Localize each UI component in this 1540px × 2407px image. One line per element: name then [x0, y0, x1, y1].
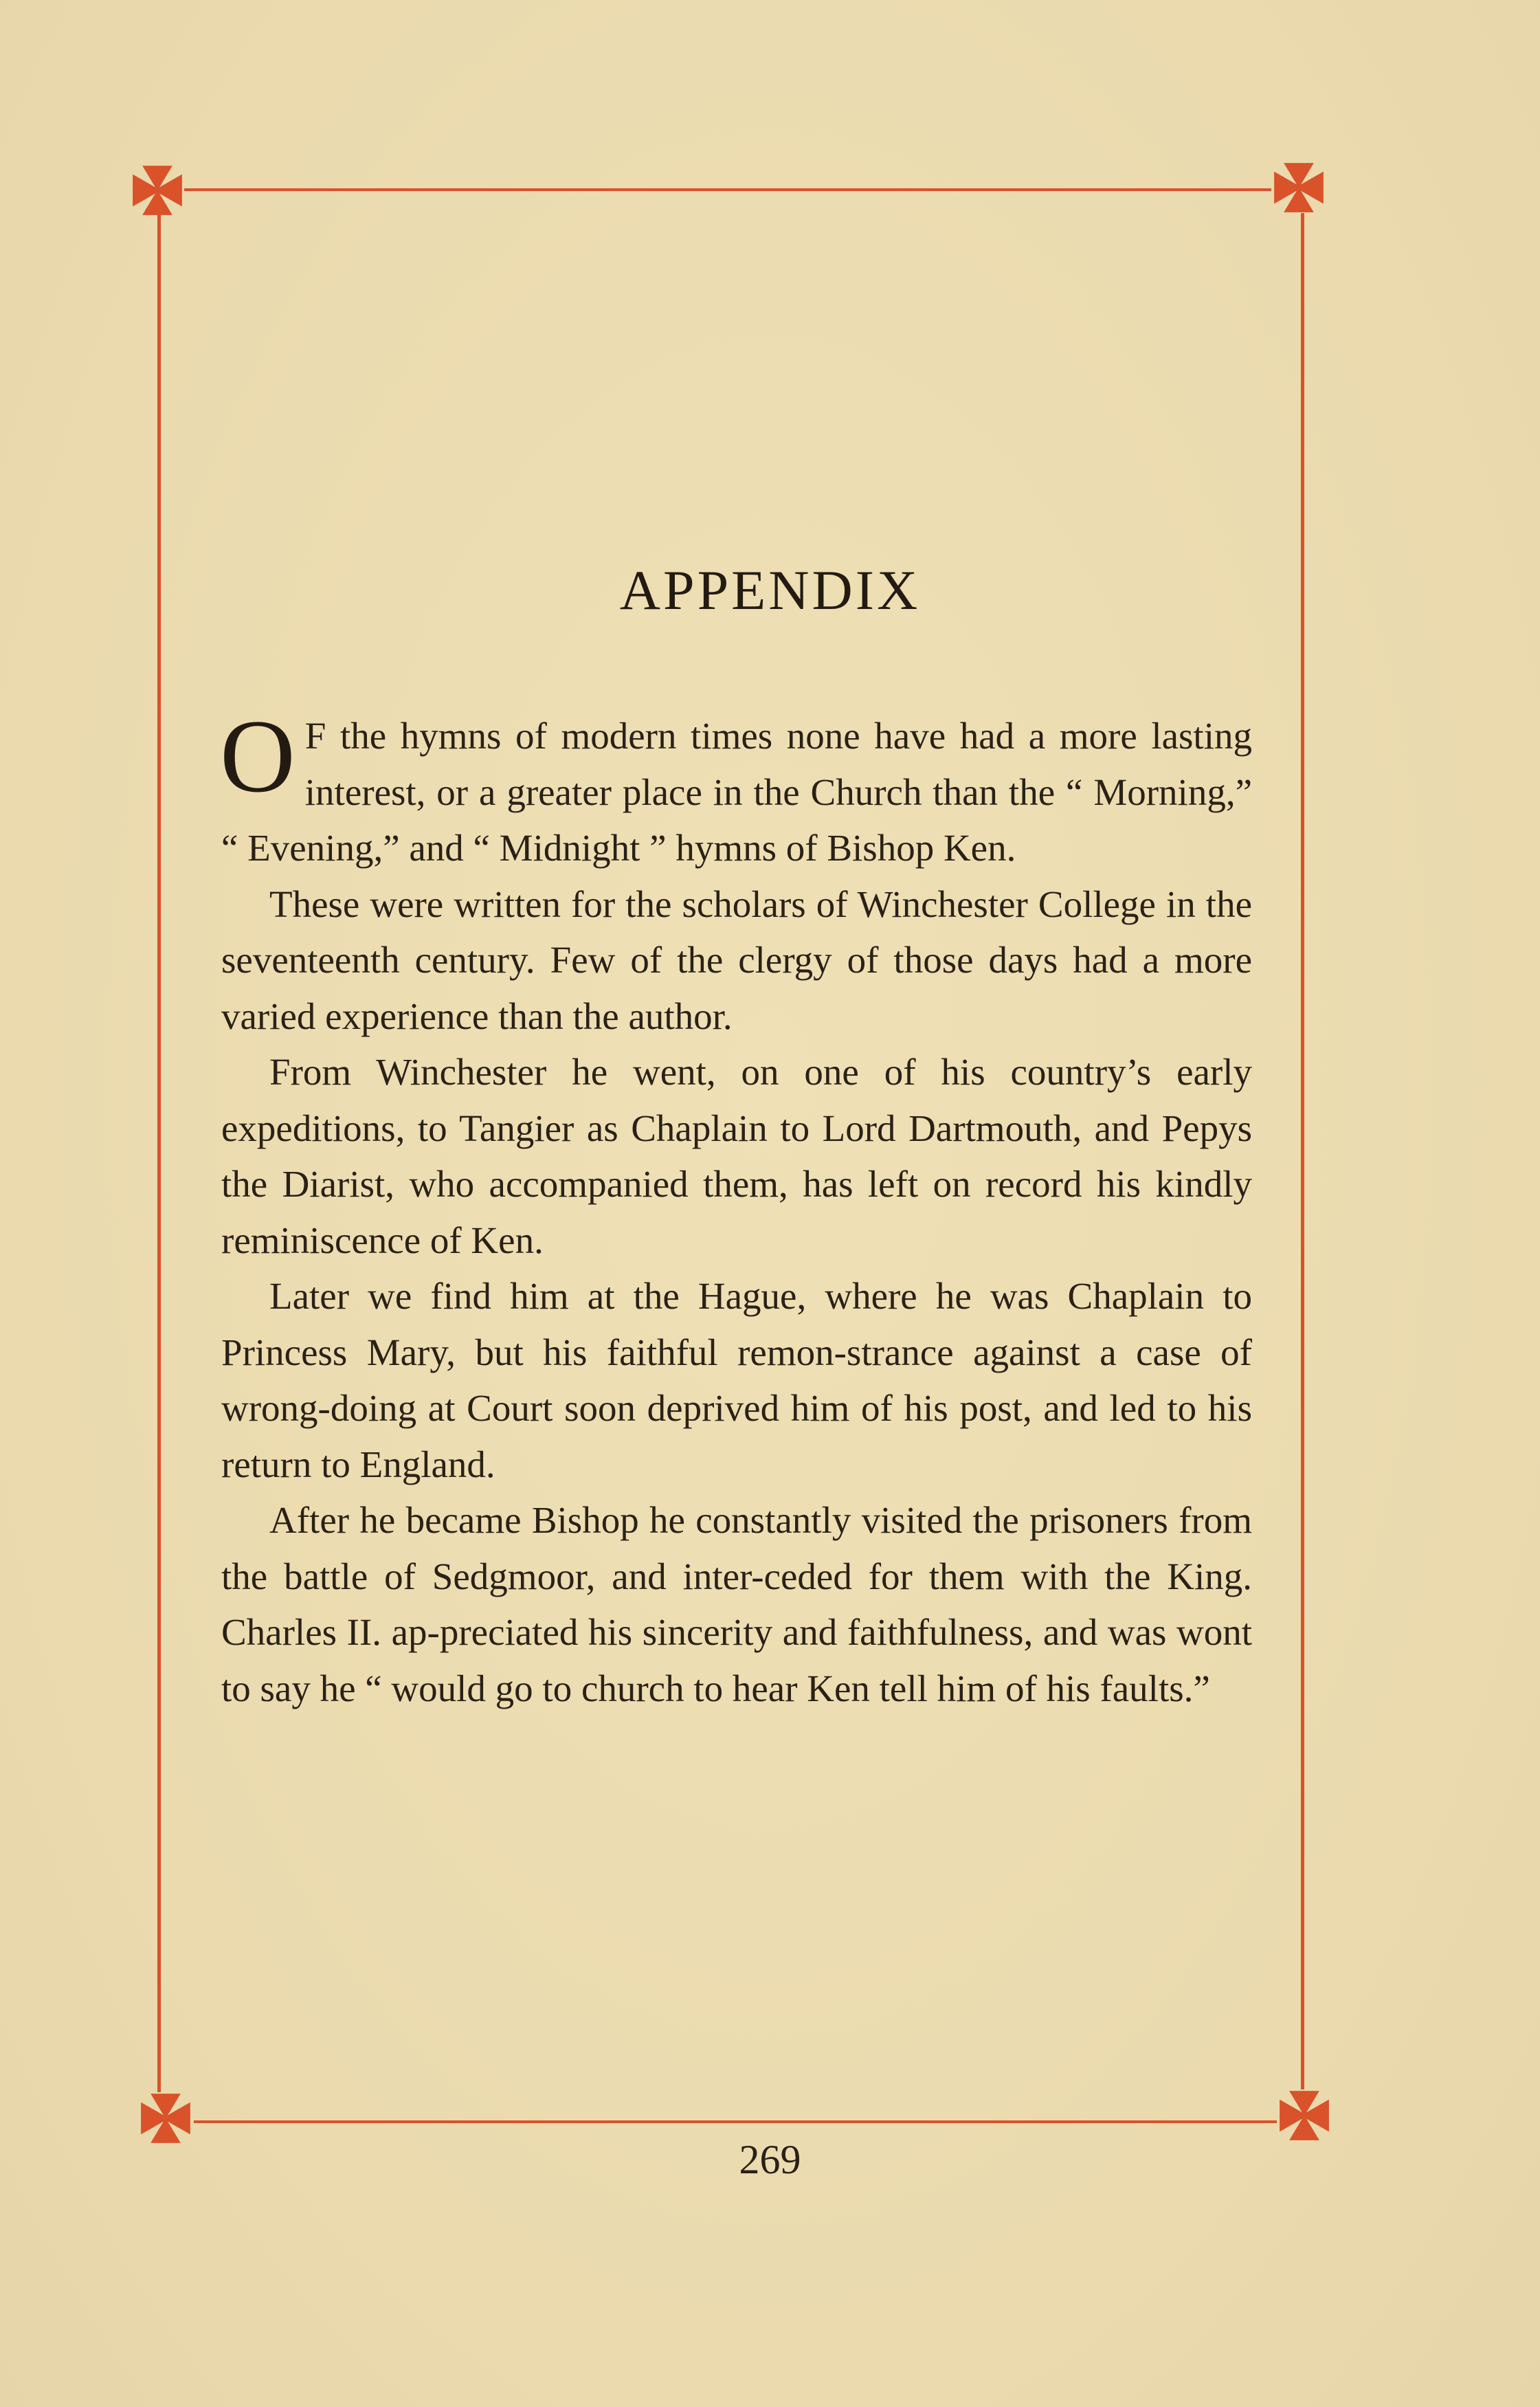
border-bottom-rule — [194, 2120, 1277, 2123]
page-number: 269 — [739, 2137, 801, 2182]
paragraph: After he became Bishop he constantly visited the prisoners from the battle of Sedgmoor, and inter-ceded for them with the King. Charles II. ap-preciated his sincerity and faithfulness, and was wont to say he “ would go to church to hear Ken tell him of his faults.” — [221, 1499, 1252, 1709]
cross-pattee-icon — [1272, 161, 1326, 214]
border-right-rule — [1301, 213, 1304, 2089]
border-top-rule — [184, 188, 1271, 191]
paragraph: Later we find him at the Hague, where he was Chaplain to Princess Mary, but his faithful remon-strance against a case of wrong-doing at Court soon deprived him of his post, and led to his return to England. — [221, 1275, 1252, 1485]
paragraph-first-text: F the hymns of modern times none have had a more lasting interest, or a greater place in the Church than the “ Morning,” “ Evening,” and “ Midnight ” hymns of Bishop Ken. — [221, 715, 1252, 869]
page-title: APPENDIX — [619, 559, 921, 621]
cross-pattee-icon — [1277, 2089, 1331, 2142]
drop-cap: O — [220, 698, 295, 814]
cross-pattee-icon — [131, 164, 184, 217]
body-text — [220, 698, 1252, 1716]
paragraph: These were written for the scholars of Winchester College in the seventeenth century. Few of the clergy of those days had a more varied experience than the author. — [221, 883, 1252, 1037]
border-left-rule — [157, 214, 161, 2092]
paragraph-first — [220, 698, 1252, 876]
paragraph: From Winchester he went, on one of his country’s early expeditions, to Tangier as Chaplain to Lord Dartmouth, and Pepys the Diarist, who accompanied them, has left on record his kindly reminiscence of Ken. — [221, 1051, 1252, 1261]
